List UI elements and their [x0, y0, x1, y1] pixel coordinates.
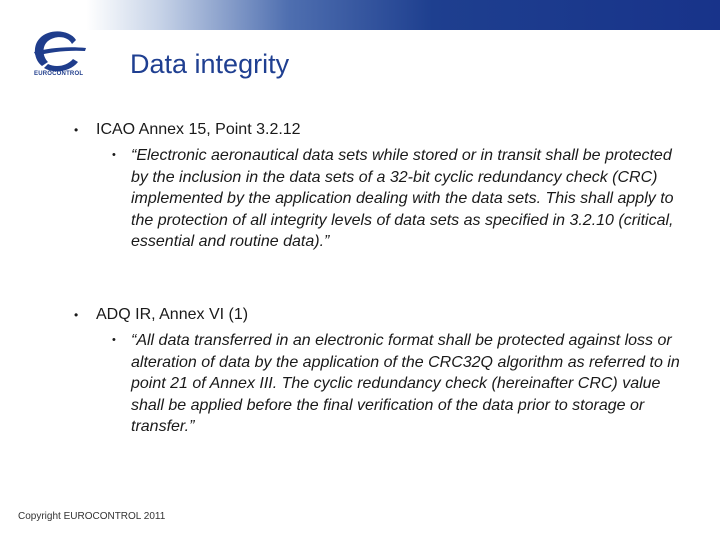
- bullet-dot-icon: •: [74, 123, 79, 137]
- bullet-heading: ADQ IR, Annex VI (1): [96, 306, 249, 323]
- copyright-footer: Copyright EUROCONTROL 2011: [18, 511, 166, 522]
- page-title: Data integrity: [130, 49, 290, 79]
- header-gradient-bar: [0, 0, 720, 30]
- bullet-dot-icon: •: [112, 149, 116, 161]
- logo-text: EUROCONTROL: [34, 71, 84, 77]
- bullet-dot-icon: •: [74, 308, 79, 322]
- bullet-dot-icon: •: [112, 334, 116, 346]
- quote-text: “Electronic aeronautical data sets while stored or in transit shall be protected by the inclusion in the data sets of a 32-bit cyclic redundancy check (CRC) implemented by the application dealing with the data sets. This shall apply to the protection of all integrity levels of data sets as specified in 3.2.10 (critical, essential and routine data).”: [131, 147, 674, 250]
- quote-text: “All data transferred in an electronic format shall be protected against loss or alteration of data by the application of the CRC32Q algorithm as referred to in point 21 of Annex III. The cyclic redundancy check (hereinafter CRC) value shall be applied before the final verification of the data prior to storage or transfer.”: [131, 332, 680, 435]
- bullet-heading: ICAO Annex 15, Point 3.2.12: [96, 121, 301, 138]
